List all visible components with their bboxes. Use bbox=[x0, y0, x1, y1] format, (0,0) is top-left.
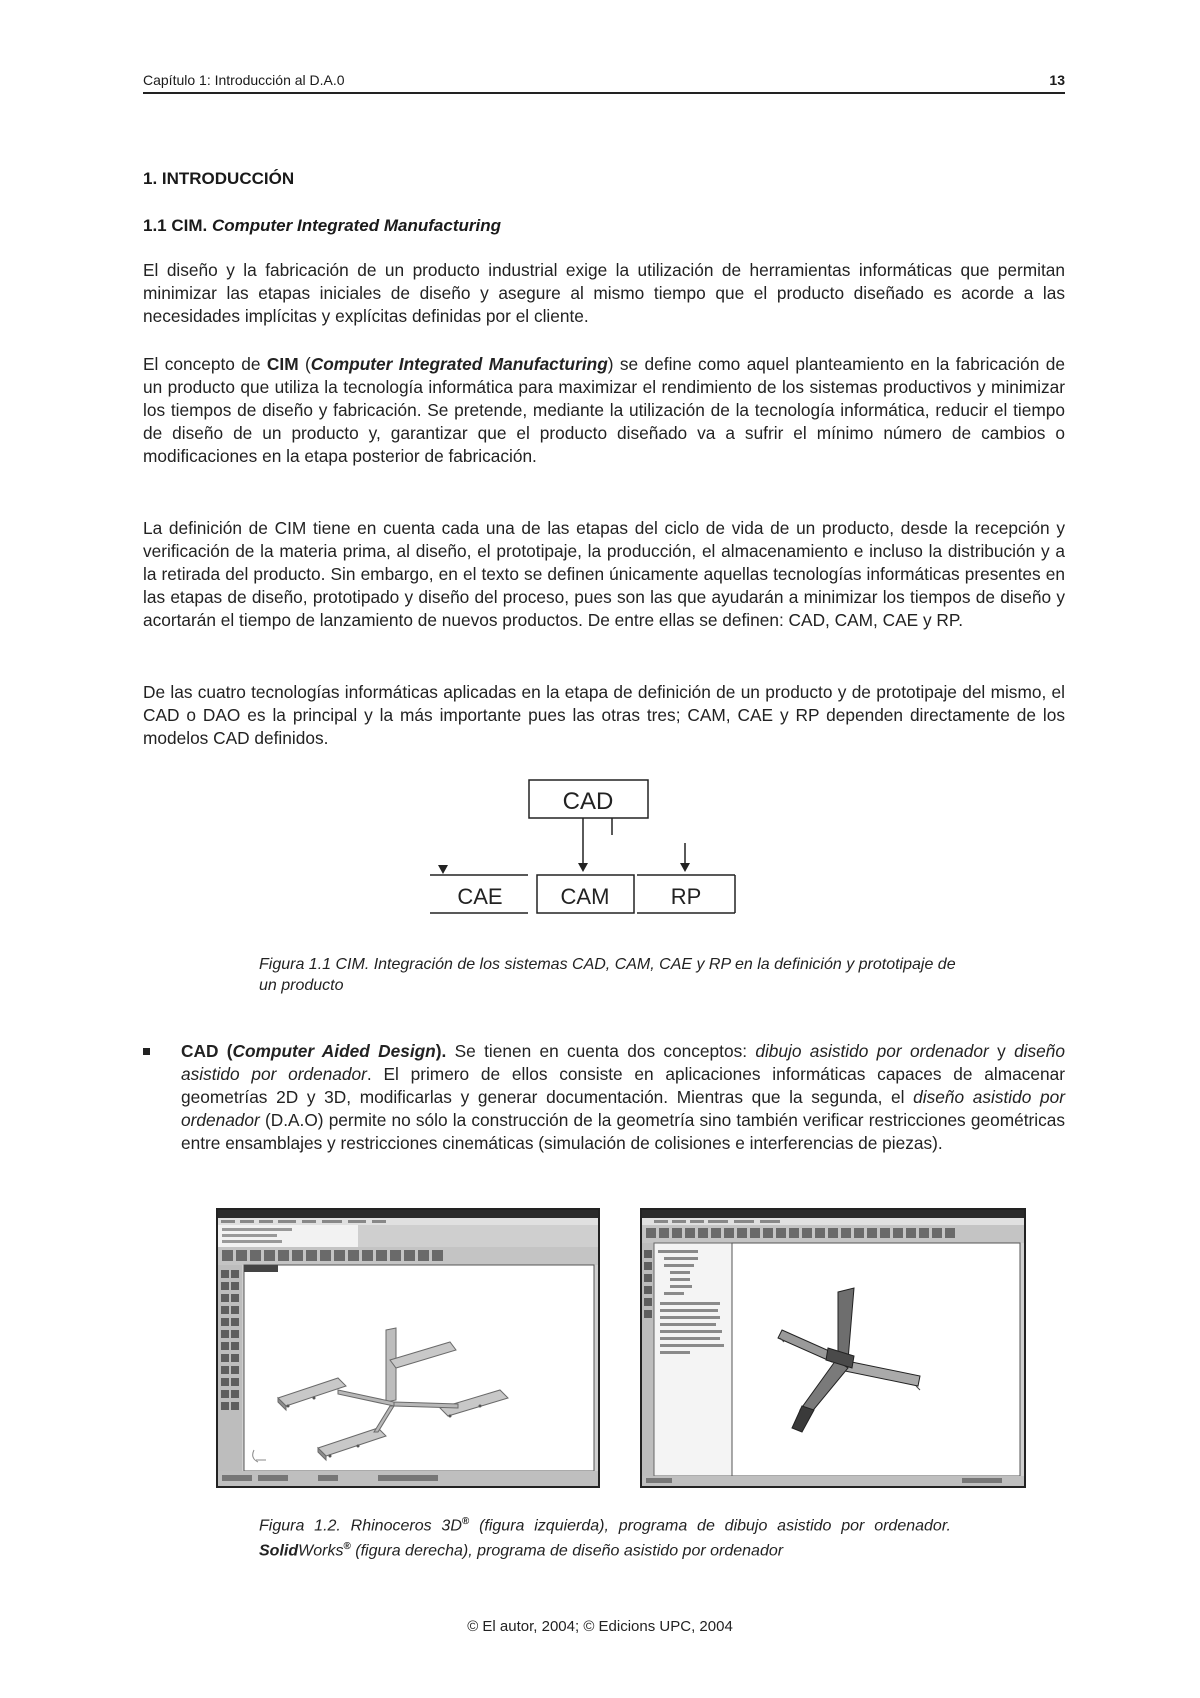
copyright-footer: © El autor, 2004; © Edicions UPC, 2004 bbox=[467, 1618, 733, 1635]
text-span: El concepto de bbox=[143, 354, 267, 374]
concept-span: diseño asistido por ordenador bbox=[181, 1041, 1065, 1084]
solidworks-solid: Solid bbox=[259, 1542, 299, 1560]
arrowhead bbox=[680, 863, 690, 872]
solidworks-screenshot-image bbox=[642, 1210, 1024, 1486]
arrowhead bbox=[438, 865, 448, 874]
running-header bbox=[143, 70, 1065, 94]
subsection-italic-title: Computer Integrated Manufacturing bbox=[211, 216, 501, 235]
figure-1-caption: Figura 1.1 CIM. Integración de los sistemas CAD, CAM, CAE y RP en la definición y prototipaje de un producto bbox=[259, 956, 956, 994]
text-span: (figura izquierda), programa de dibujo asistido por ordenador. bbox=[469, 1517, 951, 1535]
text-span: ). bbox=[435, 1041, 447, 1061]
rp-label: RP bbox=[670, 884, 702, 909]
paragraph-2 bbox=[143, 353, 1065, 468]
text-span: ) se define como aquel planteamiento en la fabricación de un producto que utiliza la tecnología informática para maximizar el rendimiento de los sistemas productivos y minimizar los tiempos de diseño y fabricación. Se pretende, mediante la utilización de la tecnología informática, reducir el tiempo de diseño de un producto y, garantizar que el producto diseñado va a sufrir el mínimo número de cambios o modificaciones en la etapa posterior de fabricación. bbox=[143, 354, 1065, 466]
text-span: . El primero de ellos consiste en aplicaciones informáticas capaces de almacenar geometrías 2D y 3D, modificarlas y generar documentación. Mientras que la segunda, el bbox=[181, 1064, 1065, 1107]
cim-diagram bbox=[430, 777, 760, 917]
registered-mark: ® bbox=[343, 1541, 351, 1553]
solidworks-screenshot bbox=[640, 1208, 1026, 1488]
paragraph-4: De las cuatro tecnologías informáticas aplicadas en la etapa de definición de un producto y de prototipaje del mismo, el CAD o DAO es la principal y la más importante pues las otras tres; CAM, CAE y RP dependen directamente de los modelos CAD definidos. bbox=[143, 682, 1065, 748]
cim-diagram-svg bbox=[430, 777, 760, 917]
subsection-heading bbox=[143, 216, 501, 236]
cae-label: CAE bbox=[457, 884, 503, 909]
section-heading: 1. INTRODUCCIÓN bbox=[143, 169, 295, 188]
cad-label: CAD bbox=[562, 788, 614, 815]
cim-expansion: Computer Integrated Manufacturing bbox=[310, 354, 608, 374]
cim-term: CIM bbox=[266, 354, 299, 374]
subsection-number: 1.1 CIM. bbox=[143, 216, 212, 235]
text-span: ( bbox=[298, 354, 311, 374]
paragraph-3: La definición de CIM tiene en cuenta cada una de las etapas del ciclo de vida de un producto, desde la recepción y verificación de la materia prima, al diseño, el prototipaje, la producción, el almacenamiento e incluso la distribución y a la retirada del producto. Sin embargo, en el texto se definen únicamente aquellas tecnologías informáticas presentes en las etapas de diseño, prototipado y diseño del proceso, pues son las que ayudarán a minimizar los tiempos de diseño y acortarán el tiempo de lanzamiento de nuevos productos. De entre ellas se definen: CAD, CAM, CAE y RP. bbox=[143, 518, 1065, 630]
bullet-marker bbox=[143, 1048, 150, 1055]
concept-span: diseño asistido por ordenador bbox=[181, 1087, 1065, 1130]
arrowhead bbox=[578, 863, 588, 872]
text-span: (D.A.O) permite no sólo la construcción de la geometría sino también verificar restricciones geométricas entre ensamblajes y restricciones cinemáticas (simulación de colisiones e interferencias de piezas). bbox=[181, 1110, 1065, 1153]
cad-bullet-paragraph bbox=[181, 1040, 1065, 1155]
text-span: y bbox=[988, 1041, 1015, 1061]
figure-2-caption bbox=[259, 1511, 951, 1562]
rhinoceros-screenshot-image bbox=[218, 1210, 598, 1486]
text-span: CAD ( bbox=[181, 1041, 233, 1061]
cad-expansion: Computer Aided Design bbox=[232, 1041, 436, 1061]
text-span: Figura 1.2. Rhinoceros 3D bbox=[259, 1517, 462, 1535]
cam-label: CAM bbox=[560, 884, 610, 909]
chapter-title: Capítulo 1: Introducción al D.A.0 bbox=[143, 72, 345, 88]
solidworks-works: Works bbox=[298, 1542, 344, 1560]
concept-span: dibujo asistido por ordenador bbox=[755, 1041, 989, 1061]
page-number: 13 bbox=[1049, 72, 1065, 88]
text-span: (figura derecha), programa de diseño asistido por ordenador bbox=[350, 1542, 784, 1560]
rhinoceros-screenshot bbox=[216, 1208, 600, 1488]
text-span: Se tienen en cuenta dos conceptos: bbox=[446, 1041, 756, 1061]
registered-mark: ® bbox=[461, 1516, 470, 1527]
paragraph-1: El diseño y la fabricación de un producto industrial exige la utilización de herramientas informáticas que permitan minimizar las etapas iniciales de diseño y asegure al mismo tiempo que el producto diseñado es acorde a las necesidades implícitas y explícitas definidas por el cliente. bbox=[143, 260, 1065, 326]
